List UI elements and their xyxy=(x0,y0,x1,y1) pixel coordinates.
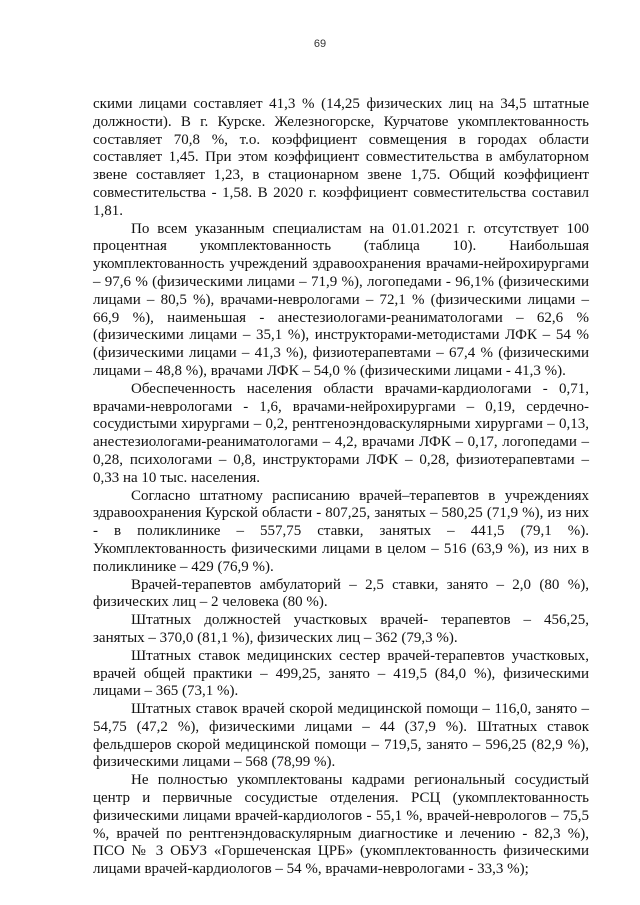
paragraph-district-therapists: Штатных должностей участковых врачей- терапевтов – 456,25, занятых – 370,0 (81,1 %), физических лиц – 362 (79,3 %). xyxy=(93,612,589,646)
paragraph-provision-per-10k: Обеспеченность населения области врачами-кардиологами - 0,71, врачами-неврологами - 1,6, врачами-нейрохирургами – 0,19, сердечно-сосудистыми хирургами – 0,2, рентгеноэндоваскулярными хирургами – 0,13, анестезиологами-реаниматологами – 4,2, врачами ЛФК – 0,17, логопедами – 0,28, психологами – 0,8, инструкторами ЛФК – 0,28, физиотерапевтами – 0,33 на 10 тыс. населения. xyxy=(93,380,589,486)
body-text xyxy=(93,96,589,879)
paragraph-staffing-levels: По всем указанным специалистам на 01.01.2021 г. отсутствует 100 процентная укомплектованность (таблица 10). Наибольшая укомплектованность учреждений здравоохранения врачами-нейрохирургами – 97,6 % (физическими лицами – 71,9 %), логопедами - 96,1% (физическими лицами – 80,5 %), врачами-неврологами – 72,1 % (физическими лицами – 66,9 %), наименьшая - анестезиологами-реаниматологами – 62,6 % (физическими лицами – 35,1 %), инструкторами-методистами ЛФК – 54 % (физическими лицами – 41,3 %), физиотерапевтами – 67,4 % (физическими лицами – 48,8 %), врачами ЛФК – 54,0 % (физическими лицами - 41,3 %). xyxy=(93,220,589,379)
paragraph-vascular-centers: Не полностью укомплектованы кадрами региональный сосудистый центр и первичные сосудистые отделения. РСЦ (укомплектованность физическими лицами врачей-кардиологов - 55,1 %, врачей-неврологов – 75,5 %, врачей по рентгенэндоваскулярным диагностике и лечению - 82,3 %), ПСО № 3 ОБУЗ «Горшеченская ЦРБ» (укомплектованность физическими лицами врачей-кардиологов – 54 %, врачами-неврологами - 33,3 %); xyxy=(93,772,589,878)
paragraph-nurses: Штатных ставок медицинских сестер врачей-терапевтов участковых, врачей общей практики – 499,25, занято – 419,5 (84,0 %), физическими лицами – 365 (73,1 %). xyxy=(93,647,589,700)
paragraph-therapists-staff: Согласно штатному расписанию врачей–терапевтов в учреждениях здравоохранения Курской области - 807,25, занятых – 580,25 (71,9 %), из них - в поликлинике – 557,75 ставки, занятых – 441,5 (79,1 %). Укомплектованность физическими лицами в целом – 516 (63,9 %), из них в поликлинике – 429 (76,9 %). xyxy=(93,487,589,575)
page-number: 69 xyxy=(313,38,327,50)
paragraph-continuation: скими лицами составляет 41,3 % (14,25 физических лиц на 34,5 штатные должности). В г. Курске. Железногорске, Курчатове укомплектованность составляет 70,8 %, т.о. коэффициент совмещения в городах области составляет 1,45. При этом коэффициент совместительства в амбулаторном звене составляет 1,23, в стационарном звене 1,75. Общий коэффициент совместительства - 1,58. В 2020 г. коэффициент совместительства составил 1,81. xyxy=(93,96,589,219)
paragraph-emergency-care: Штатных ставок врачей скорой медицинской помощи – 116,0, занято – 54,75 (47,2 %), физическими лицами – 44 (37,9 %). Штатных ставок фельдшеров скорой медицинской помощи – 719,5, занято – 596,25 (82,9 %), физическими лицами – 568 (78,99 %). xyxy=(93,701,589,771)
paragraph-outpatient-therapists: Врачей-терапевтов амбулаторий – 2,5 ставки, занято – 2,0 (80 %), физических лиц – 2 человека (80 %). xyxy=(93,576,589,611)
